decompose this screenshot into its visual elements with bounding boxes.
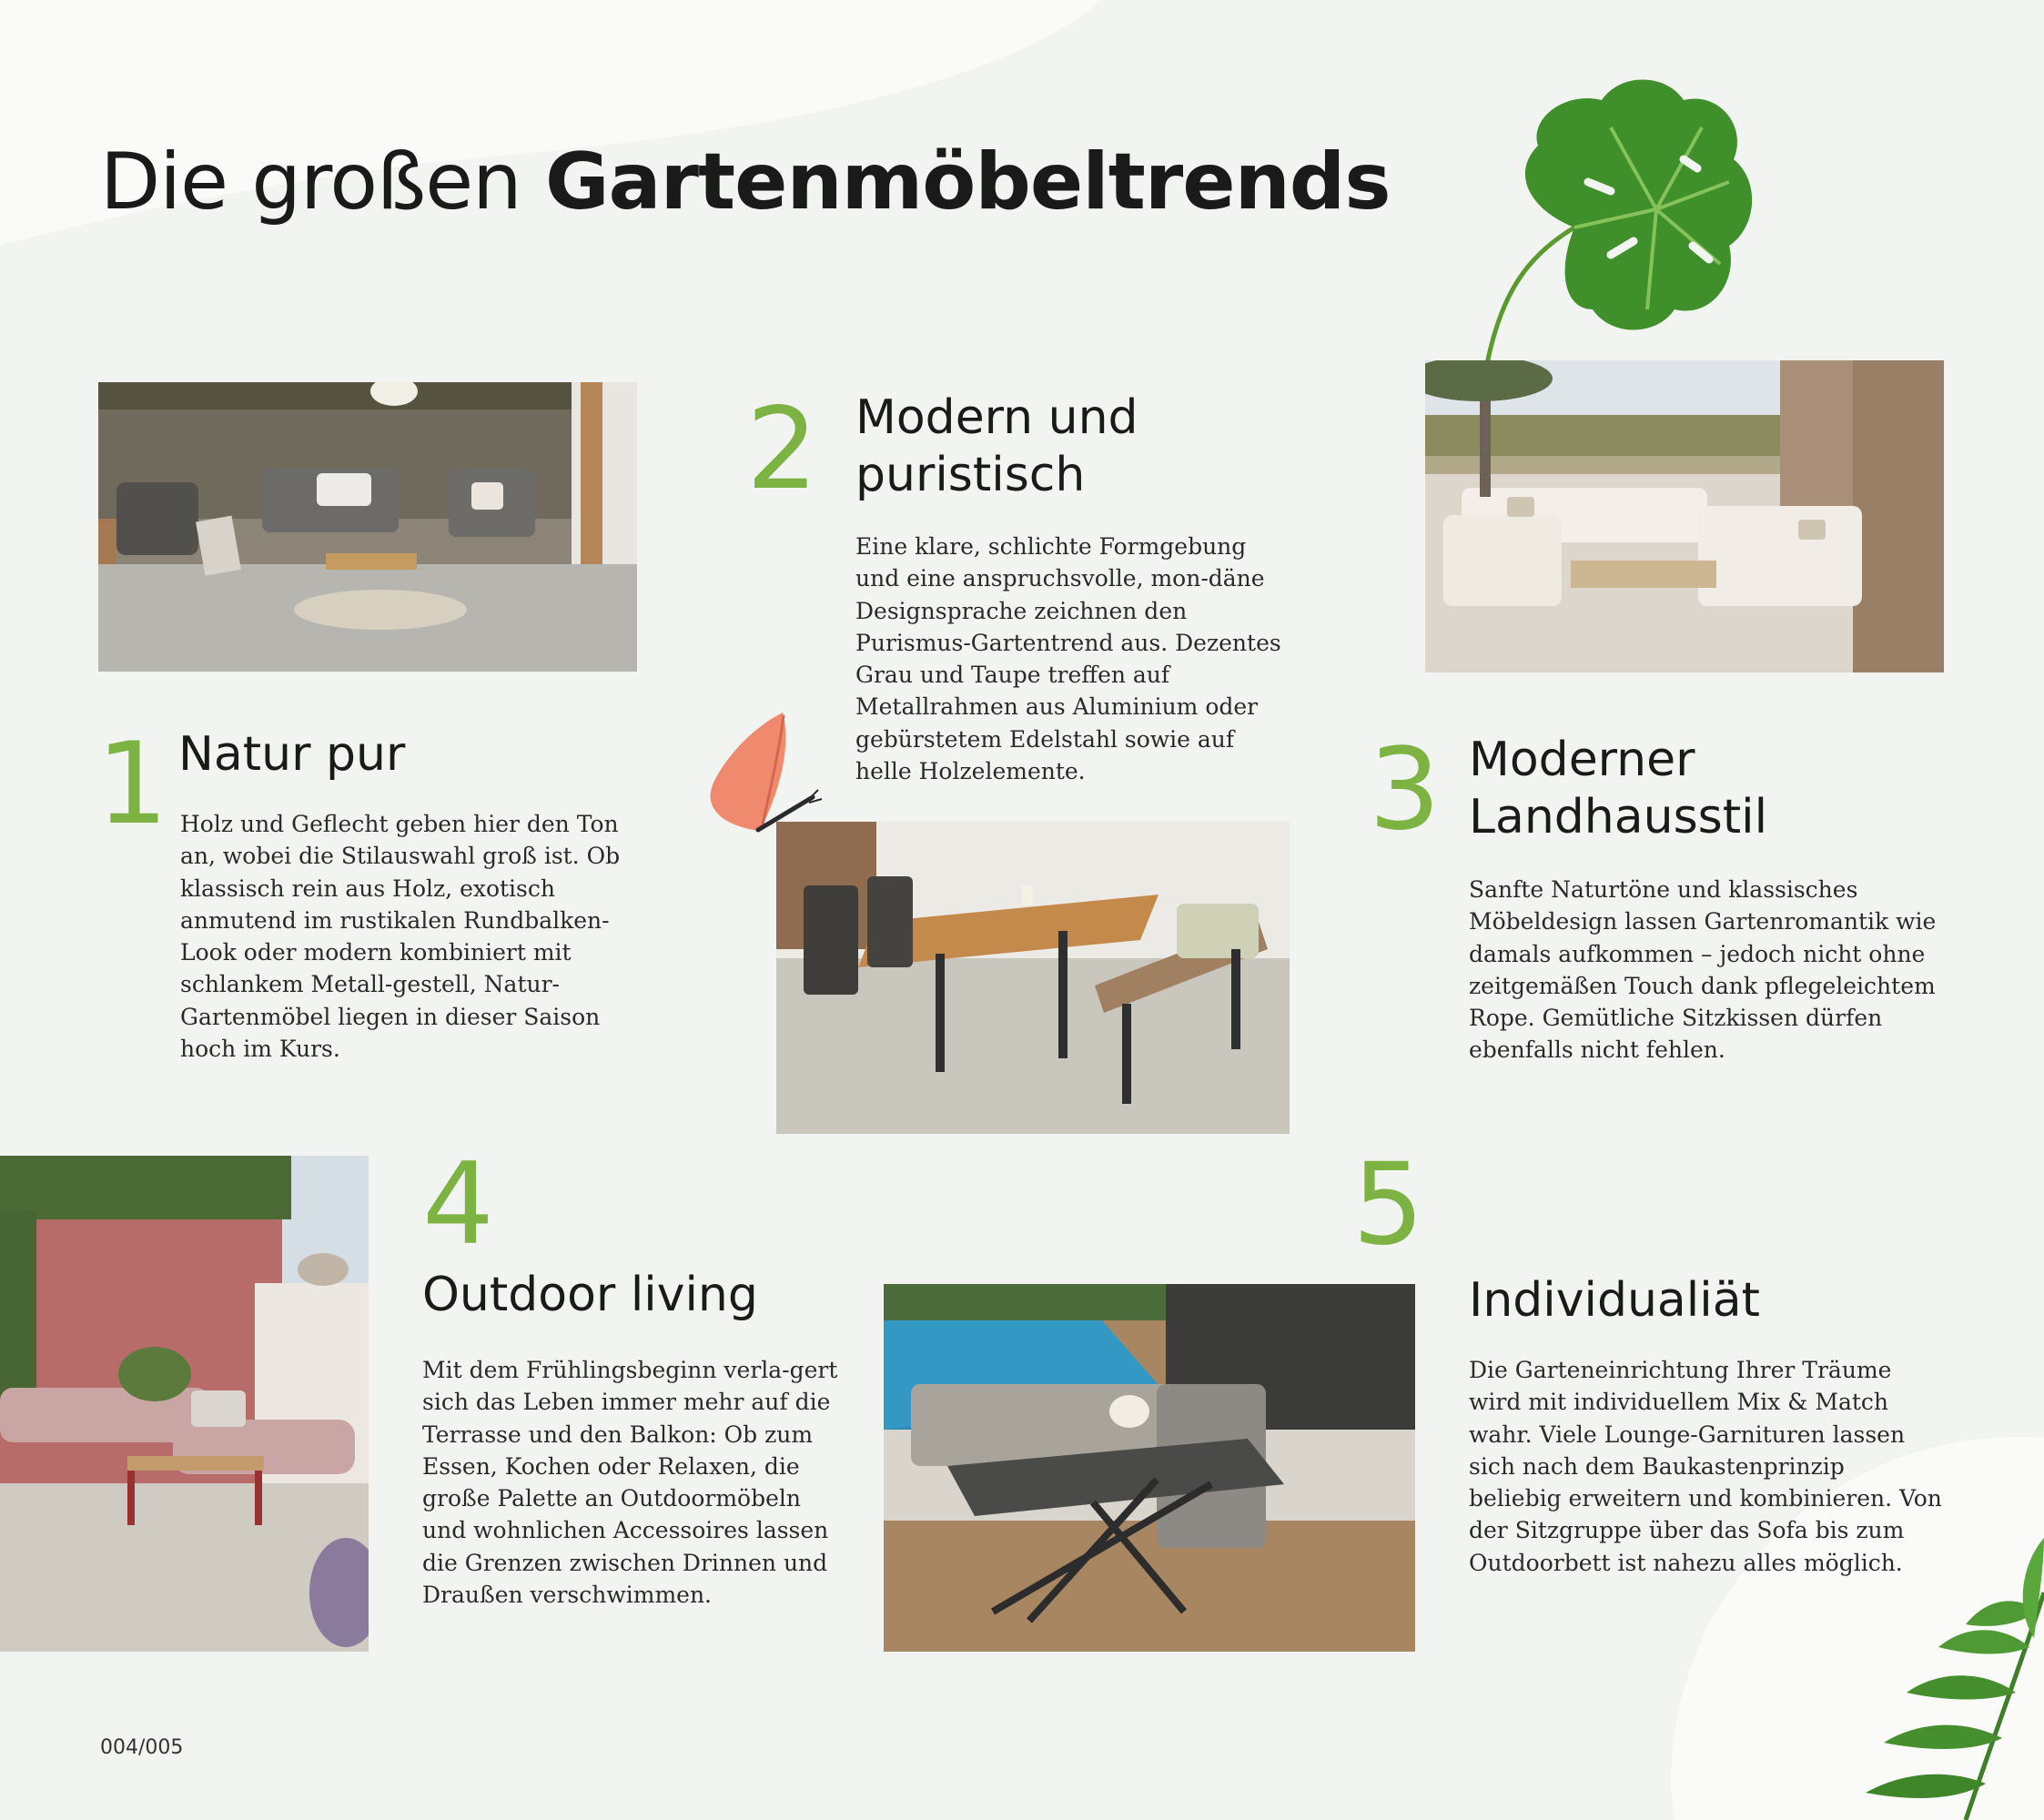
page-number: 004/005	[100, 1736, 184, 1759]
palm-leaf-icon	[1829, 1538, 2044, 1820]
photo-individualitaet	[884, 1284, 1415, 1652]
photo-natur-pur	[98, 382, 637, 672]
section-heading-2: Modern und puristisch	[855, 390, 1138, 503]
section-body-5: Die Garteneinrichtung Ihrer Träume wird mit individuellem Mix & Match wahr. Viele Lounge-Garnituren lassen sich nach dem Baukastenprinzip beliebig erweitern und kombinieren. Von der Sitzgruppe über das Sofa bis zum Outdoorbett ist nahezu alles möglich.	[1469, 1357, 1942, 1576]
monstera-leaf-icon	[1474, 73, 1766, 373]
section-heading-3: Moderner Landhausstil	[1469, 733, 1768, 845]
butterfly-icon	[705, 708, 824, 835]
section-heading-1: Natur pur	[178, 727, 406, 782]
section-body-3: Sanfte Naturtöne und klassisches Möbeldesign lassen Gartenromantik wie damals aufkommen – jedoch nicht ohne zeitgemäßen Touch dank pflegeleichtem Rope. Gemütliche Sitzkissen dürfen ebenfalls nicht fehlen.	[1469, 876, 1937, 1064]
section-body-1: Holz und Geflecht geben hier den Ton an, wobei die Stilauswahl groß ist. Ob klassisch rein aus Holz, exotisch anmutend im rustikalen Rundbalken-Look oder modern kombiniert mit schlankem Metall-gestell, Natur-Gartenmöbel liegen in dieser Saison hoch im Kurs.	[180, 811, 621, 1063]
section-number-3: 3	[1369, 724, 1441, 855]
section-heading-4: Outdoor living	[422, 1268, 758, 1322]
section-number-4: 4	[422, 1139, 494, 1270]
section-heading-5: Individualiät	[1469, 1273, 1760, 1328]
section-body-2: Eine klare, schlichte Formgebung und eine anspruchsvolle, mon-däne Designsprache zeichnen den Purismus-Gartentrend aus. Dezentes Grau und Taupe treffen auf Metallrahmen aus Aluminium oder gebürstetem Edelstahl sowie auf helle Holzelemente.	[855, 533, 1281, 785]
photo-landhausstil	[1425, 360, 1944, 672]
section-number-1: 1	[96, 719, 168, 850]
section-body-4: Mit dem Frühlingsbeginn verla-gert sich das Leben immer mehr auf die Terrasse und den Balkon: Ob zum Essen, Kochen oder Relaxen, die große Palette an Outdoormöbeln und wohnlichen Accessoires lassen die Grenzen zwischen Drinnen und Draußen verschwimmen.	[422, 1357, 838, 1609]
photo-modern-puristisch	[776, 822, 1290, 1134]
section-number-5: 5	[1352, 1139, 1424, 1270]
section-number-2: 2	[746, 384, 818, 515]
photo-outdoor-living	[0, 1156, 369, 1652]
page-title: Die großen Gartenmöbeltrends	[100, 136, 1391, 228]
